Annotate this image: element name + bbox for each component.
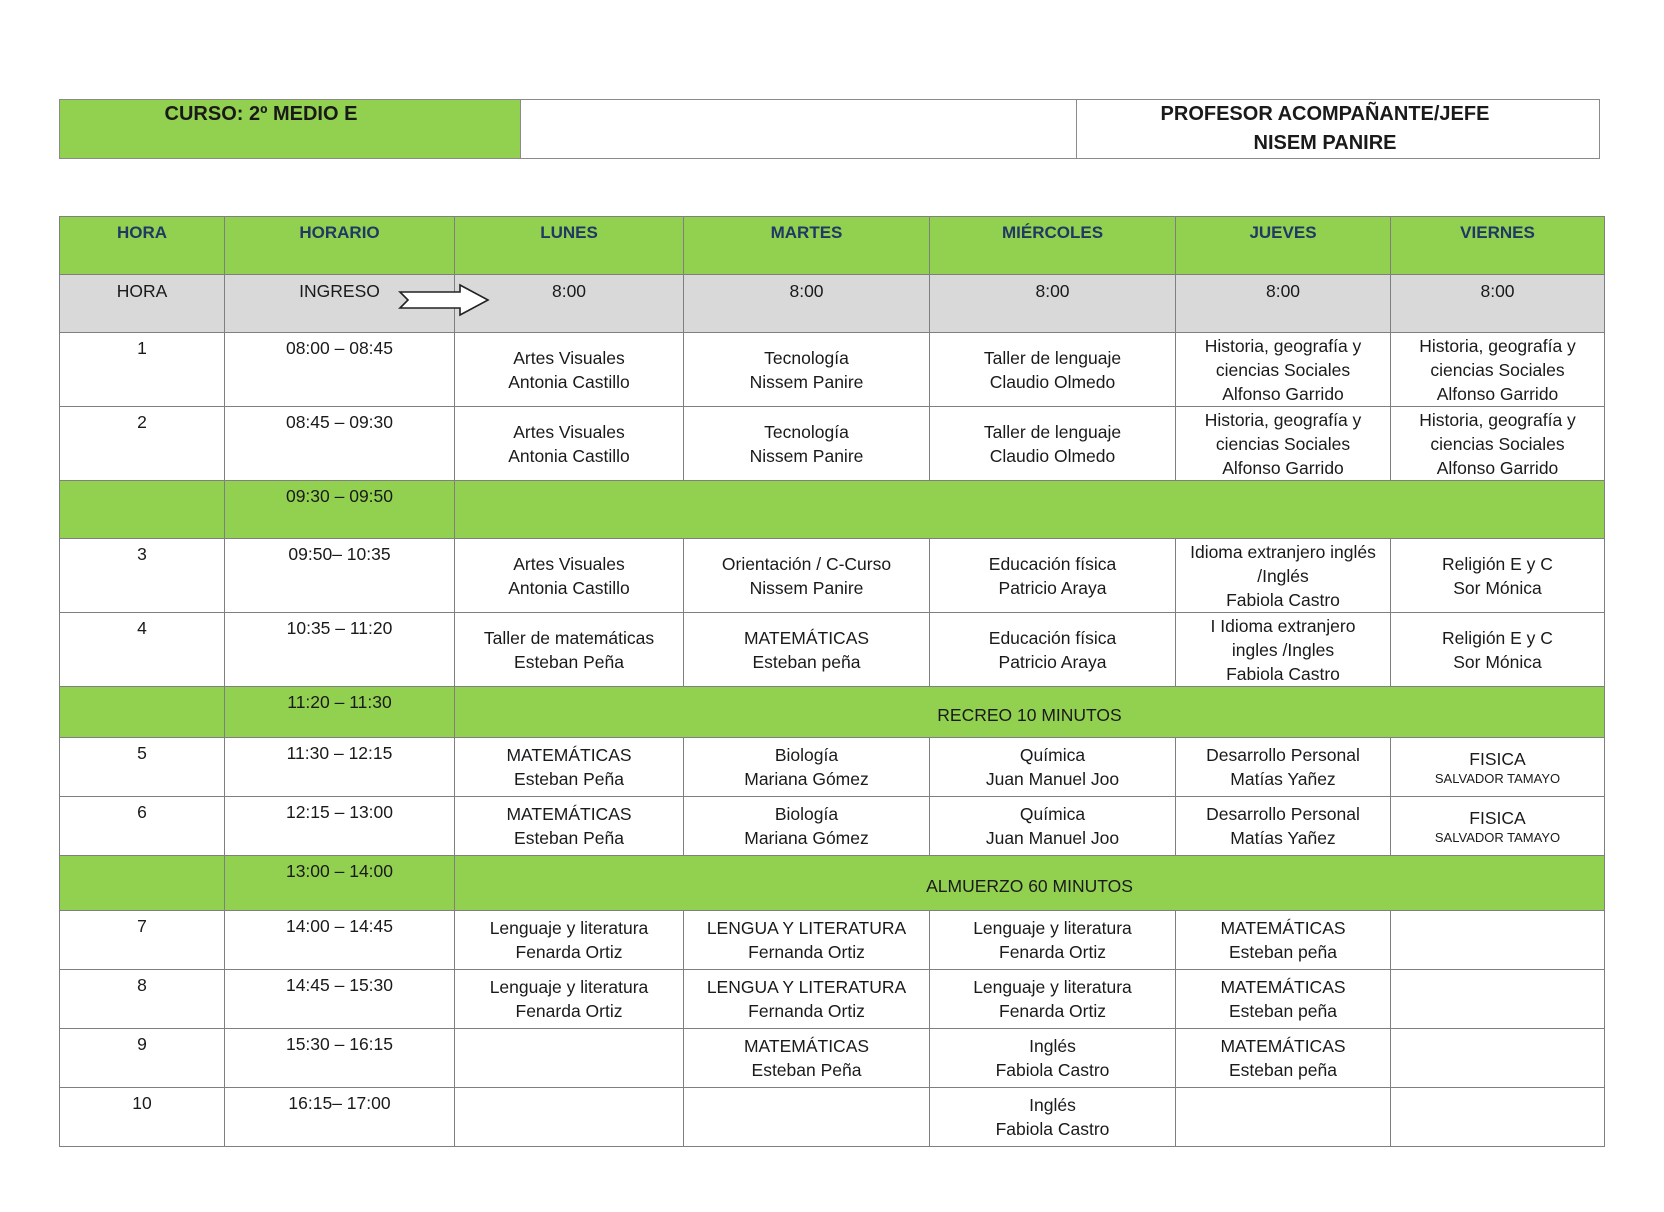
subject-name: Artes Visuales [513, 553, 625, 574]
class-cell [455, 613, 684, 687]
period-row [60, 797, 1605, 856]
period-time: 08:45 – 09:30 [225, 407, 455, 481]
subject-name: LENGUA Y LITERATURA [706, 977, 907, 997]
period-time: 09:50– 10:35 [225, 539, 455, 613]
break-hora [60, 481, 225, 539]
teacher-name: Patricio Araya [998, 577, 1107, 598]
subject-name-cont: ciencias Sociales [1215, 359, 1351, 380]
teacher-name: Antonia Castillo [508, 445, 630, 466]
period-number: 8 [60, 970, 225, 1029]
entry-time-viernes: 8:00 [1391, 275, 1605, 333]
class-cell [455, 797, 684, 856]
subject-name: Historia, geografía y [1419, 409, 1576, 430]
class-cell [1176, 333, 1391, 407]
class-cell [684, 407, 930, 481]
teacher-name: SALVADOR TAMAYO [1434, 830, 1561, 845]
period-time: 14:00 – 14:45 [225, 911, 455, 970]
teacher-name: Mariana Gómez [744, 828, 869, 848]
teacher-name: Claudio Olmedo [989, 445, 1116, 466]
teacher-name: Fabiola Castro [995, 1119, 1110, 1139]
subject-name: Lenguaje y literatura [973, 977, 1132, 997]
class-cell [930, 1029, 1176, 1088]
teacher-name: Fabiola Castro [995, 1060, 1110, 1080]
subject-name: Idioma extranjero inglés [1190, 541, 1376, 562]
period-number: 2 [60, 407, 225, 481]
class-cell [684, 738, 930, 797]
period-time: 15:30 – 16:15 [225, 1029, 455, 1088]
period-time: 16:15– 17:00 [225, 1088, 455, 1147]
teacher-name: Fernanda Ortiz [748, 942, 865, 962]
class-cell [930, 1088, 1176, 1147]
class-cell [455, 333, 684, 407]
teacher-name: Fenarda Ortiz [999, 1001, 1106, 1021]
teacher-name: Alfonso Garrido [1436, 383, 1559, 404]
break-time: 11:20 – 11:30 [225, 687, 455, 738]
subject-name: Educación física [988, 627, 1117, 648]
subject-name: MATEMÁTICAS [743, 627, 870, 648]
subject-name: MATEMÁTICAS [743, 1036, 870, 1056]
class-cell [1391, 539, 1605, 613]
subject-name: Biología [774, 804, 839, 824]
class-cell-empty [1176, 1088, 1391, 1147]
teacher-name: Alfonso Garrido [1222, 457, 1344, 478]
teacher-name: Nissem Panire [749, 577, 864, 598]
entry-time-jueves: 8:00 [1176, 275, 1391, 333]
break-row [60, 687, 1605, 738]
subject-name: MATEMÁTICAS [506, 745, 632, 765]
class-cell [455, 738, 684, 797]
class-cell [930, 970, 1176, 1029]
class-cell-empty [684, 1088, 930, 1147]
col-header-miercoles: MIÉRCOLES [930, 217, 1176, 275]
subject-name: FISICA [1469, 808, 1526, 828]
class-cell [1176, 911, 1391, 970]
subject-name: Educación física [988, 553, 1117, 574]
class-cell [1391, 613, 1605, 687]
subject-name: Desarrollo Personal [1206, 804, 1360, 824]
column-header-row [60, 217, 1605, 275]
break-label [455, 481, 1605, 539]
subject-name: I Idioma extranjero [1210, 615, 1356, 636]
teacher-name: Alfonso Garrido [1436, 457, 1559, 478]
teacher-name: Fenarda Ortiz [999, 942, 1106, 962]
subject-name-cont: /Inglés [1257, 565, 1309, 586]
class-cell [1176, 1029, 1391, 1088]
teacher-name: Fabiola Castro [1226, 589, 1340, 610]
period-row [60, 911, 1605, 970]
subject-name: Religión E y C [1442, 627, 1553, 648]
subject-name-cont: ingles /Ingles [1231, 639, 1335, 660]
subject-name: Taller de lenguaje [983, 421, 1122, 442]
subject-name: Taller de lenguaje [983, 347, 1122, 368]
break-row [60, 481, 1605, 539]
teacher-name: Antonia Castillo [508, 577, 630, 598]
teacher-name: Antonia Castillo [508, 371, 630, 392]
class-cell [455, 407, 684, 481]
subject-name-cont: ciencias Sociales [1215, 433, 1351, 454]
break-time: 13:00 – 14:00 [225, 856, 455, 911]
class-cell [930, 333, 1176, 407]
class-cell [684, 911, 930, 970]
subject-name: Tecnología [764, 347, 849, 368]
break-label: ALMUERZO 60 MINUTOS [455, 856, 1605, 911]
class-cell-empty [1391, 970, 1605, 1029]
subject-name: FISICA [1469, 749, 1526, 769]
subject-name: MATEMÁTICAS [506, 804, 632, 824]
subject-name: Orientación / C-Curso [721, 553, 892, 574]
subject-name: Inglés [1029, 1036, 1076, 1056]
teacher-title: PROFESOR ACOMPAÑANTE/JEFE [1160, 103, 1490, 125]
period-number: 6 [60, 797, 225, 856]
subject-name: Inglés [1029, 1095, 1076, 1115]
subject-name: Lenguaje y literatura [489, 977, 649, 997]
period-row [60, 1029, 1605, 1088]
teacher-name: NISEM PANIRE [1253, 132, 1397, 154]
entry-row [60, 275, 1605, 333]
break-row [60, 856, 1605, 911]
teacher-name: Esteban Peña [751, 1060, 862, 1080]
class-cell [1391, 333, 1605, 407]
right-arrow-icon [396, 283, 490, 317]
col-header-martes: MARTES [684, 217, 930, 275]
teacher-name: Mariana Gómez [744, 769, 869, 789]
class-cell-empty [455, 1088, 684, 1147]
break-label: RECREO 10 MINUTOS [455, 687, 1605, 738]
subject-name: Lenguaje y literatura [489, 918, 649, 938]
class-cell [455, 970, 684, 1029]
subject-name: Desarrollo Personal [1206, 745, 1360, 765]
period-row [60, 407, 1605, 481]
class-cell [684, 797, 930, 856]
period-time: 08:00 – 08:45 [225, 333, 455, 407]
entry-horario: INGRESO [225, 275, 455, 333]
class-cell [930, 738, 1176, 797]
subject-name: Tecnología [764, 421, 849, 442]
class-cell [684, 1029, 930, 1088]
class-cell [930, 613, 1176, 687]
subject-name: MATEMÁTICAS [1220, 977, 1346, 997]
class-cell [455, 911, 684, 970]
col-header-viernes: VIERNES [1391, 217, 1605, 275]
teacher-name: Alfonso Garrido [1222, 383, 1344, 404]
class-cell [684, 539, 930, 613]
subject-name: Historia, geografía y [1204, 335, 1362, 356]
course-label: CURSO: 2º MEDIO E [60, 100, 521, 159]
subject-name: Biología [774, 745, 839, 765]
period-number: 7 [60, 911, 225, 970]
col-header-jueves: JUEVES [1176, 217, 1391, 275]
teacher-name: Fenarda Ortiz [515, 942, 623, 962]
period-time: 10:35 – 11:20 [225, 613, 455, 687]
subject-name: Historia, geografía y [1204, 409, 1362, 430]
teacher-name: Esteban Peña [514, 769, 624, 789]
teacher-name: Claudio Olmedo [989, 371, 1116, 392]
subject-name: Química [1019, 804, 1086, 824]
col-header-horario: HORARIO [225, 217, 455, 275]
col-header-hora: HORA [60, 217, 225, 275]
class-cell [930, 797, 1176, 856]
subject-name: Artes Visuales [513, 347, 625, 368]
class-cell [930, 407, 1176, 481]
teacher-name: Nissem Panire [749, 371, 864, 392]
period-number: 5 [60, 738, 225, 797]
schedule-table [59, 216, 1605, 1147]
period-number: 10 [60, 1088, 225, 1147]
class-cell-empty [1391, 911, 1605, 970]
subject-name: LENGUA Y LITERATURA [706, 918, 907, 938]
teacher-name: Juan Manuel Joo [985, 828, 1120, 848]
teacher-name: Fernanda Ortiz [748, 1001, 865, 1021]
period-row [60, 539, 1605, 613]
class-cell [1176, 407, 1391, 481]
course-header [59, 99, 1600, 159]
period-number: 1 [60, 333, 225, 407]
class-cell [1391, 407, 1605, 481]
class-cell-empty [1391, 1029, 1605, 1088]
period-number: 9 [60, 1029, 225, 1088]
subject-name-cont: ciencias Sociales [1430, 359, 1565, 380]
teacher-name: Esteban peña [752, 651, 861, 672]
col-header-lunes: LUNES [455, 217, 684, 275]
period-time: 11:30 – 12:15 [225, 738, 455, 797]
teacher-name: Nissem Panire [749, 445, 864, 466]
class-cell-empty [1391, 1088, 1605, 1147]
break-hora [60, 856, 225, 911]
period-row [60, 738, 1605, 797]
teacher-name: Sor Mónica [1453, 577, 1542, 598]
period-number: 3 [60, 539, 225, 613]
class-cell [455, 539, 684, 613]
entry-time-martes: 8:00 [684, 275, 930, 333]
period-row [60, 1088, 1605, 1147]
teacher-name: Esteban peña [1228, 1060, 1337, 1080]
class-cell [684, 613, 930, 687]
period-time: 14:45 – 15:30 [225, 970, 455, 1029]
class-cell [684, 333, 930, 407]
teacher-name: Esteban peña [1228, 1001, 1337, 1021]
subject-name: MATEMÁTICAS [1220, 918, 1346, 938]
class-cell [1176, 539, 1391, 613]
class-cell [1391, 797, 1605, 856]
class-cell [930, 911, 1176, 970]
entry-hora: HORA [60, 275, 225, 333]
class-cell [1176, 970, 1391, 1029]
teacher-name: Esteban peña [1228, 942, 1337, 962]
subject-name-cont: ciencias Sociales [1430, 433, 1565, 454]
teacher-name: Fenarda Ortiz [515, 1001, 623, 1021]
subject-name: Religión E y C [1442, 553, 1553, 574]
class-cell [1176, 738, 1391, 797]
period-time: 12:15 – 13:00 [225, 797, 455, 856]
break-time: 09:30 – 09:50 [225, 481, 455, 539]
class-cell [1176, 797, 1391, 856]
teacher-name: Esteban Peña [514, 651, 624, 672]
period-row [60, 613, 1605, 687]
header-blank-cell [521, 100, 1077, 159]
subject-name: Historia, geografía y [1419, 335, 1576, 356]
period-number: 4 [60, 613, 225, 687]
period-row [60, 970, 1605, 1029]
teacher-name: Juan Manuel Joo [985, 769, 1120, 789]
teacher-name: SALVADOR TAMAYO [1434, 771, 1561, 786]
subject-name: Artes Visuales [513, 421, 625, 442]
class-cell [1391, 738, 1605, 797]
teacher-name: Matías Yañez [1230, 828, 1336, 848]
class-cell [1176, 613, 1391, 687]
subject-name: Taller de matemáticas [483, 627, 655, 648]
teacher-name: Matías Yañez [1230, 769, 1336, 789]
teacher-cell [1077, 100, 1600, 159]
entry-time-lunes: 8:00 [455, 275, 684, 333]
class-cell [684, 970, 930, 1029]
class-cell-empty [455, 1029, 684, 1088]
entry-time-miercoles: 8:00 [930, 275, 1176, 333]
teacher-name: Sor Mónica [1453, 651, 1542, 672]
teacher-name: Fabiola Castro [1226, 663, 1340, 684]
subject-name: Química [1019, 745, 1086, 765]
teacher-name: Esteban Peña [514, 828, 624, 848]
class-cell [930, 539, 1176, 613]
subject-name: Lenguaje y literatura [973, 918, 1132, 938]
period-row [60, 333, 1605, 407]
teacher-name: Patricio Araya [998, 651, 1107, 672]
break-hora [60, 687, 225, 738]
subject-name: MATEMÁTICAS [1220, 1036, 1346, 1056]
